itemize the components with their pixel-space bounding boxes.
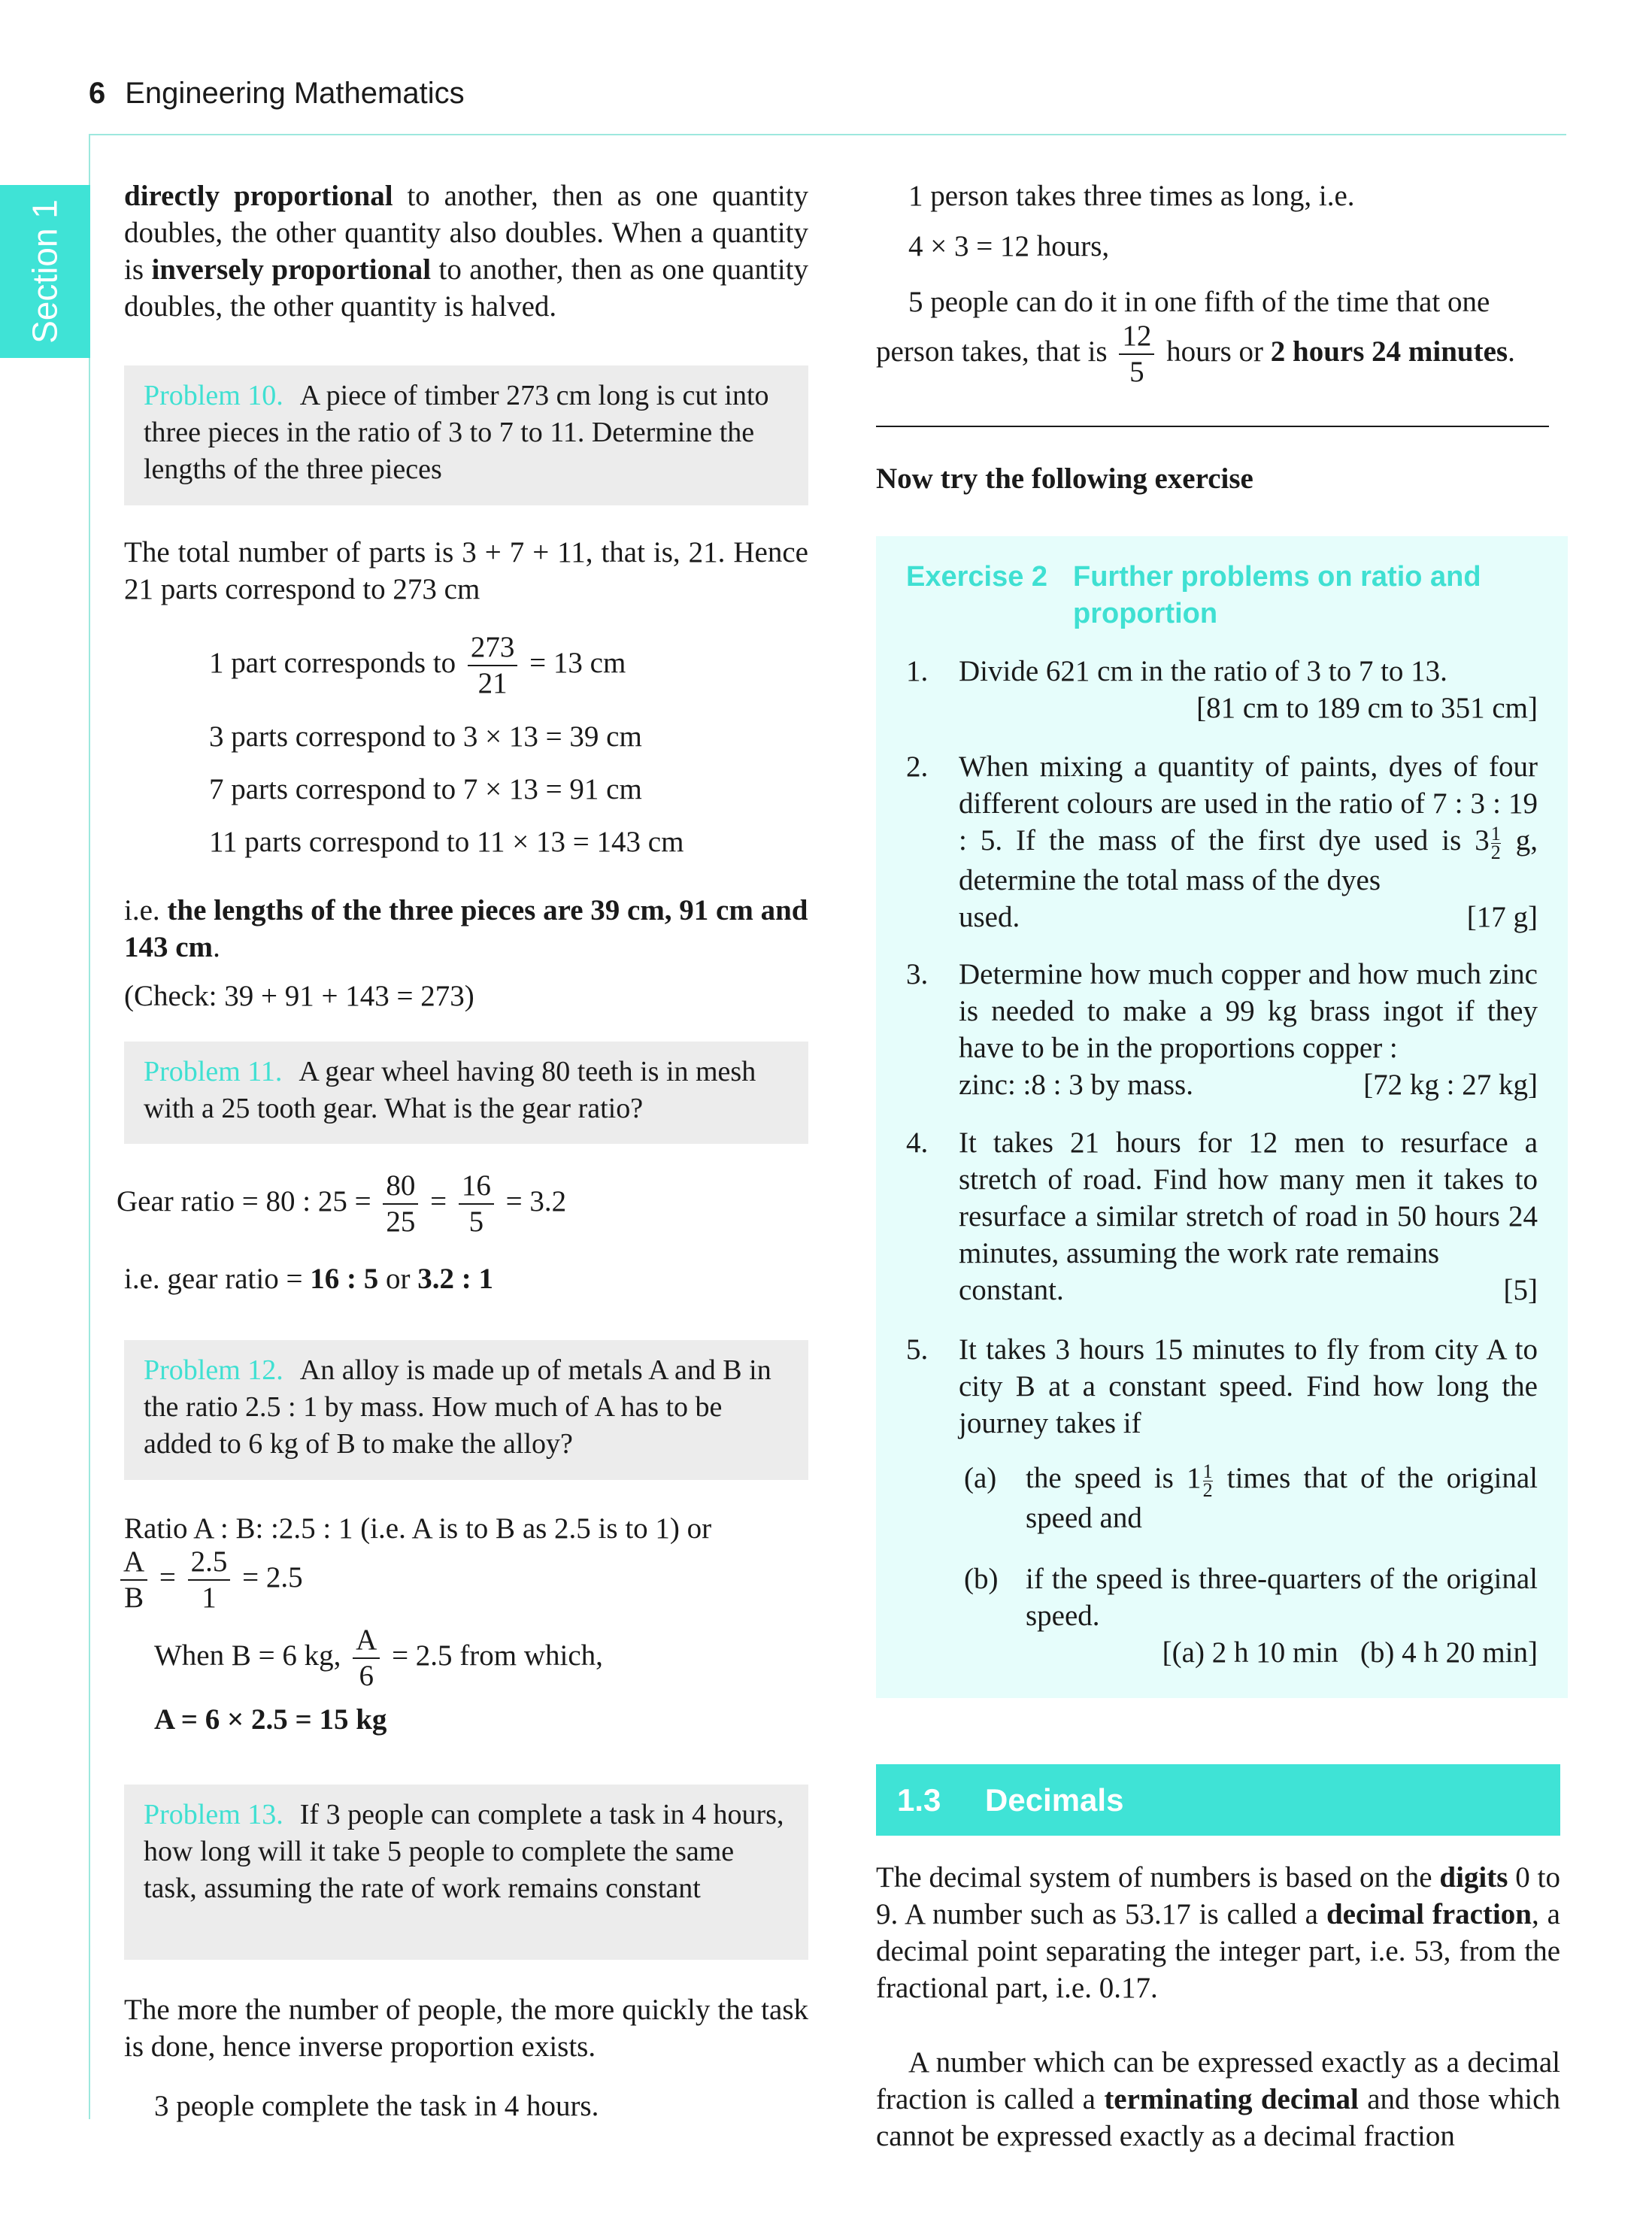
math-text: When B = 6 kg,	[154, 1639, 341, 1672]
p12-ratio-line: Ratio A : B: :2.5 : 1 (i.e. A is to B as 2.5 is to 1) or	[124, 1512, 712, 1545]
p10-line-1	[209, 630, 626, 701]
problem-11-box	[124, 1042, 808, 1144]
problem-text: A gear wheel having 80 teeth is in mesh with a 25 tooth gear. What is the gear ratio?	[144, 1056, 756, 1124]
p10-check: (Check: 39 + 91 + 143 = 273)	[124, 980, 474, 1012]
fraction	[1119, 319, 1154, 390]
answer-bold: A = 6 × 2.5 =	[154, 1703, 320, 1736]
sub-text-part: the speed is 1	[1026, 1462, 1202, 1494]
p10-line-4: 11 parts correspond to 11 × 13 = 143 cm	[209, 826, 684, 858]
math-text: Gear ratio = 80 : 25 =	[117, 1184, 371, 1218]
fraction	[120, 1545, 147, 1615]
ie-text: i.e. gear ratio =	[124, 1263, 311, 1295]
problem-label: Problem 13.	[144, 1799, 283, 1830]
problem-label: Problem 12.	[144, 1354, 283, 1386]
item-text-part: zinc: :8 : 3 by mass.	[959, 1069, 1193, 1101]
text-part: , a decimal point separating the integer part, i.e. 53, from the fractional part, i.e. 0.17.	[876, 1898, 1560, 2004]
ratio-bold: 3.2 : 1	[417, 1263, 493, 1295]
sub-text: if the speed is three-quarters of the original speed.	[1026, 1563, 1538, 1632]
numerator: 1	[1490, 822, 1501, 845]
p13-continued-2: 4 × 3 = 12 hours,	[908, 230, 1110, 262]
p13-continued-4	[876, 319, 1515, 390]
p13-solution-2: 3 people complete the task in 4 hours.	[154, 2090, 599, 2122]
numerator: 80	[383, 1169, 418, 1205]
denominator: 5	[1129, 356, 1144, 388]
item-last-line	[959, 899, 1538, 936]
denominator: 1	[202, 1581, 217, 1614]
text-part: and those which cannot be expressed exactly as a decimal fraction	[876, 2083, 1560, 2152]
intro-text-1: to another, then as one quantity doubles, the other quantity also doubles. When a quantity is	[124, 180, 809, 286]
fraction	[459, 1169, 494, 1239]
p13-continued-1: 1 person takes three times as long, i.e.	[908, 180, 1355, 212]
p13-continued-3: 5 people can do it in one fifth of the time that one	[908, 286, 1490, 318]
section-tab-label: Section 1	[25, 199, 65, 344]
gear-ratio-equation	[117, 1169, 566, 1239]
intro-text-2: to another, then as one quantity doubles, the other quantity is halved.	[124, 253, 808, 323]
p10-conclusion	[124, 892, 808, 966]
math-text: 1 part corresponds to	[209, 646, 456, 679]
exercise-label: Exercise 2	[906, 561, 1048, 593]
math-text: =	[430, 1184, 447, 1218]
item-text-part: used.	[959, 900, 1020, 933]
item-number: 3.	[906, 958, 929, 990]
margin-rule	[89, 134, 90, 2119]
problem-12-box	[124, 1340, 808, 1480]
item-number: 5.	[906, 1333, 929, 1366]
problem-label: Problem 11.	[144, 1056, 283, 1087]
term-digits: digits	[1439, 1861, 1508, 1894]
math-text: = 2.5	[242, 1560, 303, 1594]
exercise-box	[876, 536, 1568, 1698]
item-text: It takes 3 hours 15 minutes to fly from city A to city B at a constant speed. Find how long the journey takes if	[959, 1333, 1538, 1439]
item-text-part: When mixing a quantity of paints, dyes of four different colours are used in the ratio of 7 : 3 : 19 : 5. If the mass of the first dye used is 3	[959, 751, 1538, 857]
item-text: Determine how much copper and how much zinc is needed to make a 99 kg brass ingot if they have to be in the proportions copper :	[959, 958, 1538, 1064]
p12-when-line	[154, 1623, 603, 1694]
problem-text: An alloy is made up of metals A and B in the ratio 2.5 : 1 by mass. How much of A has to be added to 6 kg of B to make the alloy?	[144, 1354, 771, 1460]
p12-ratio-fraction	[120, 1545, 303, 1615]
term-direct: directly proportional	[124, 180, 393, 212]
book-title: Engineering Mathematics	[125, 77, 465, 110]
text-part: The decimal system of numbers is based on the	[876, 1861, 1440, 1894]
denominator: 2	[1202, 1478, 1213, 1501]
item-text-part: constant.	[959, 1274, 1064, 1306]
period: .	[1508, 335, 1515, 368]
divider-rule	[876, 426, 1549, 427]
math-text: hours or	[1166, 335, 1271, 368]
gear-ratio-result	[124, 1260, 493, 1297]
decimals-paragraph-2	[876, 2044, 1560, 2155]
section-title: Decimals	[985, 1782, 1124, 1818]
denominator: 21	[477, 667, 508, 699]
item-5-answer: [(a) 2 h 10 min (b) 4 h 20 min]	[1162, 1636, 1538, 1669]
answer-bold: 2 hours 24 minutes	[1270, 335, 1508, 368]
section-heading	[876, 1764, 1560, 1836]
exercise-title: Further problems on ratio and proportion	[1073, 561, 1481, 629]
item-last-line	[959, 1272, 1538, 1309]
section-number: 1.3	[897, 1782, 941, 1818]
fraction	[383, 1169, 418, 1239]
page-number: 6	[89, 77, 106, 110]
fraction	[353, 1623, 380, 1694]
denominator: 6	[359, 1660, 374, 1692]
fraction	[1490, 822, 1501, 863]
sub-label: (b)	[964, 1563, 999, 1595]
term-inverse: inversely proportional	[151, 253, 432, 286]
now-try-text: Now try the following exercise	[876, 462, 1253, 495]
math-text: person takes, that is	[876, 335, 1108, 368]
problem-13-box	[124, 1785, 808, 1960]
p13-solution-1: The more the number of people, the more quickly the task is done, hence inverse proportion exists.	[124, 1994, 808, 2063]
item-answer: [5]	[1503, 1274, 1538, 1306]
item-text	[959, 748, 1538, 899]
text-part: A number which can be expressed exactly as a decimal fraction is called a	[876, 2046, 1560, 2115]
problem-text: If 3 people can complete a task in 4 hours, how long will it take 5 people to complete the same task, assuming the rate of work remains constant	[144, 1799, 784, 1904]
numerator: A	[120, 1545, 147, 1581]
item-answer: [72 kg : 27 kg]	[1363, 1069, 1538, 1101]
item-number: 1.	[906, 655, 929, 687]
or-text: or	[378, 1263, 418, 1295]
fraction	[468, 630, 518, 701]
denominator: 25	[386, 1205, 416, 1238]
numerator: 16	[459, 1169, 494, 1205]
item-5-sub-a	[964, 1460, 1538, 1536]
item-number: 2.	[906, 751, 929, 783]
ratio-bold: 16 : 5	[310, 1263, 379, 1295]
problem-text: A piece of timber 273 cm long is cut into three pieces in the ratio of 3 to 7 to 11. Determine the lengths of the three pieces	[144, 380, 769, 485]
problem-label: Problem 10.	[144, 380, 283, 411]
conclusion-bold: the lengths of the three pieces are 39 cm, 91 cm and 143 cm	[124, 894, 808, 963]
now-try-heading	[876, 460, 1253, 497]
denominator: B	[124, 1581, 144, 1614]
p10-line-3: 7 parts correspond to 7 × 13 = 91 cm	[209, 773, 642, 805]
ie-text: i.e.	[124, 894, 168, 926]
math-text: = 13 cm	[529, 646, 626, 679]
math-text: = 3.2	[505, 1184, 567, 1218]
item-number: 4.	[906, 1127, 929, 1159]
term-decimal-fraction: decimal fraction	[1326, 1898, 1532, 1930]
answer-bold: 15 kg	[319, 1703, 387, 1736]
term-terminating-decimal: terminating decimal	[1104, 2083, 1359, 2115]
p10-solution-intro: The total number of parts is 3 + 7 + 11, that is, 21. Hence 21 parts correspond to 273 cm	[124, 536, 808, 605]
item-answer: [17 g]	[1466, 900, 1538, 933]
numerator: A	[353, 1623, 380, 1659]
item-text: Divide 621 cm in the ratio of 3 to 7 to 13.	[959, 655, 1447, 687]
sub-text-part: times that of the original speed and	[1026, 1462, 1538, 1534]
denominator: 5	[468, 1205, 484, 1238]
sub-text	[1026, 1460, 1538, 1536]
header-rule	[89, 134, 1566, 135]
numerator: 12	[1119, 319, 1154, 355]
period: .	[213, 931, 220, 963]
p12-answer	[154, 1701, 386, 1738]
item-text-part: g, determine the total mass of the dyes	[959, 824, 1538, 896]
page-header	[89, 75, 465, 112]
item-last-line	[959, 1066, 1538, 1103]
intro-paragraph	[124, 177, 808, 325]
fraction	[1202, 1460, 1213, 1501]
item-text: It takes 21 hours for 12 men to resurface a stretch of road. Find how many men it takes to resurface a similar stretch of road in 50 hours 24 minutes, assuming the work rate remains	[959, 1127, 1538, 1269]
item-answer: [81 cm to 189 cm to 351 cm]	[1196, 692, 1538, 724]
numerator: 1	[1202, 1460, 1213, 1482]
p10-line-2: 3 parts correspond to 3 × 13 = 39 cm	[209, 720, 642, 753]
numerator: 273	[468, 630, 518, 666]
sub-label: (a)	[964, 1462, 997, 1494]
math-text: = 2.5 from which,	[392, 1639, 603, 1672]
item-5-sub-b	[964, 1560, 1538, 1634]
text-part: 0 to 9. A number such as 53.17 is called a	[876, 1861, 1560, 1930]
decimals-paragraph-1	[876, 1859, 1560, 2006]
denominator: 2	[1490, 841, 1501, 863]
math-text: =	[159, 1560, 176, 1594]
section-tab	[0, 185, 90, 358]
fraction	[188, 1545, 231, 1615]
numerator: 2.5	[188, 1545, 231, 1581]
problem-10-box	[124, 365, 808, 505]
